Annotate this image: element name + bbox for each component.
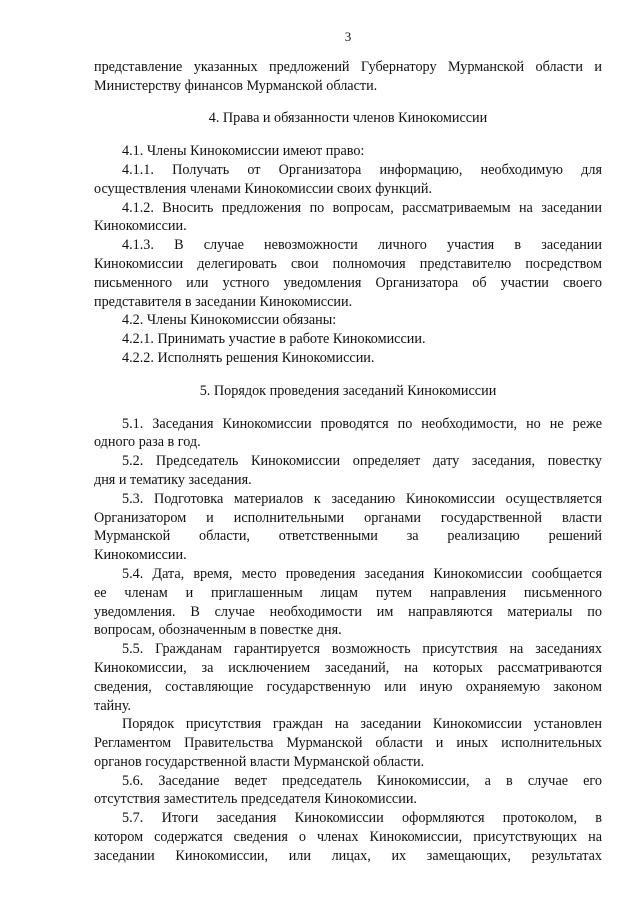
text-line: 5.4. Дата, время, место проведения заседания Кинокомиссии сообщается [122, 565, 602, 582]
text-line: письменного или устного уведомления Организатора об участии своего [94, 274, 602, 291]
text-line: одного раза в год. [94, 434, 201, 451]
text-line: 5.6. Заседание ведет председатель Кинокомиссии, а в случае его [122, 772, 602, 789]
section-4-body [94, 142, 602, 368]
text-line: 5.2. Председатель Кинокомиссии определяет дату заседания, повестку [122, 453, 602, 470]
text-line: сведения, составляющие государственную или иную охраняемую законом [94, 678, 602, 695]
document-page [94, 28, 602, 866]
text-line: 5.1. Заседания Кинокомиссии проводятся по необходимости, но не реже [122, 415, 602, 432]
intro-paragraph [94, 58, 602, 96]
text-line: Кинокомиссии. [94, 218, 187, 235]
text-line: 5.3. Подготовка материалов к заседанию Кинокомиссии осуществляется [122, 490, 602, 507]
text-line: Организатором и исполнительными органами государственной власти [94, 509, 602, 526]
text-line: котором содержатся сведения о членах Кинокомиссии, присутствующих на [94, 829, 602, 846]
text-line: Кинокомиссии делегировать свои полномочия представителю посредством [94, 255, 602, 272]
text-line: органов государственной власти Мурманской области. [94, 753, 425, 770]
text-line: тайну. [94, 697, 132, 714]
text-line: 4.2.1. Принимать участие в работе Кинокомиссии. [122, 331, 426, 348]
text-line: 4.1.1. Получать от Организатора информацию, необходимую для [122, 161, 602, 178]
page-number: 3 [344, 29, 352, 44]
text-line: представителя в заседании Кинокомиссии. [94, 293, 353, 310]
text-line: Порядок присутствия граждан на заседании Кинокомиссии установлен [122, 716, 602, 733]
text-line: 4.2.2. Исполнять решения Кинокомиссии. [122, 349, 375, 366]
section-5-heading: 5. Порядок проведения заседаний Кинокомиссии [199, 382, 497, 399]
text-line: осуществления членами Кинокомиссии своих функций. [94, 180, 432, 197]
text-line: 5.5. Гражданам гарантируется возможность присутствия на заседаниях [122, 641, 602, 658]
section-4-heading: 4. Права и обязанности членов Кинокомиссии [208, 110, 488, 127]
text-line: уведомления. В случае необходимости им направляются материалы по [94, 603, 602, 620]
text-line: отсутствия заместитель председателя Кинокомиссии. [94, 791, 417, 808]
text-line: заседании Кинокомиссии, или лицах, их замещающих, результатах [94, 847, 602, 864]
text-line: Министерству финансов Мурманской области. [94, 77, 378, 94]
text-line: ее членам и приглашенным лицам путем направления письменного [94, 584, 602, 601]
text-line: дня и тематику заседания. [94, 471, 252, 488]
text-line: 4.1.2. Вносить предложения по вопросам, рассматриваемым на заседании [122, 199, 602, 216]
text-line: Кинокомиссии. [94, 547, 187, 564]
text-line: Мурманской области, ответственными за реализацию решений [94, 528, 602, 545]
section-5-body [94, 415, 602, 866]
text-line: 4.2. Члены Кинокомиссии обязаны: [122, 312, 337, 329]
text-line: 5.7. Итоги заседания Кинокомиссии оформляются протоколом, в [122, 810, 602, 827]
text-line: Кинокомиссии, за исключением заседаний, на которых рассматриваются [94, 659, 602, 676]
text-line: представление указанных предложений Губернатору Мурманской области и [94, 58, 602, 75]
text-line: 4.1. Члены Кинокомиссии имеют право: [122, 143, 365, 160]
text-line: 4.1.3. В случае невозможности личного участия в заседании [122, 237, 602, 254]
text-line: Регламентом Правительства Мурманской области и иных исполнительных [94, 735, 602, 752]
text-line: вопросам, обозначенным в повестке дня. [94, 622, 342, 639]
